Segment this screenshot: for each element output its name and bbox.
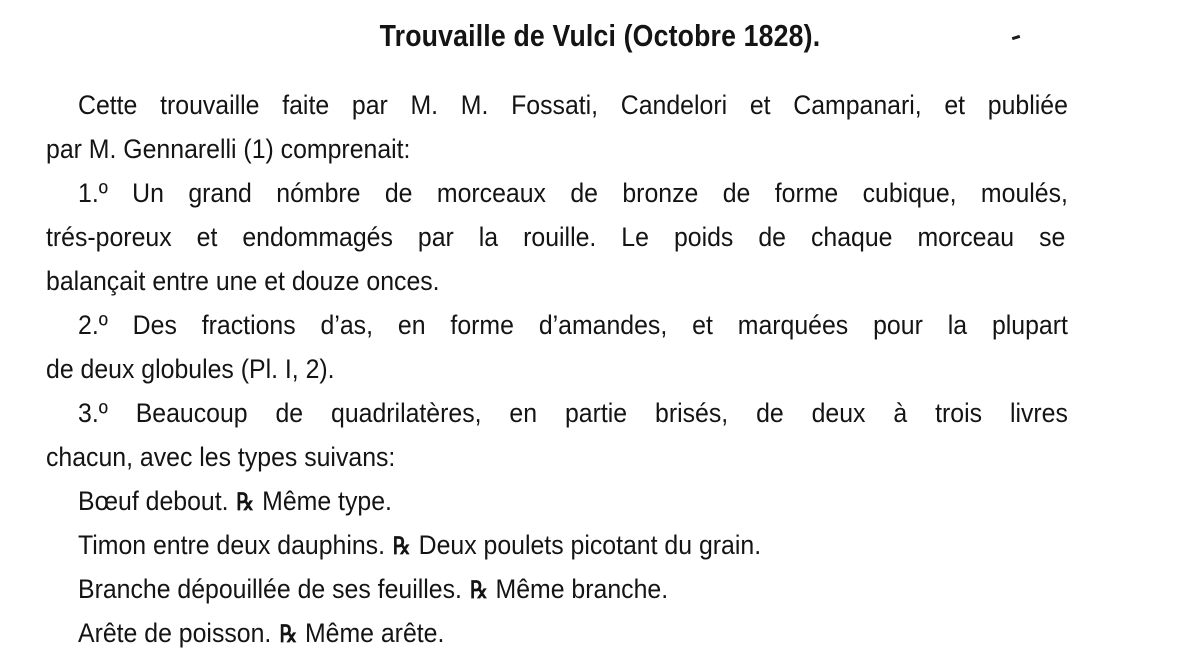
type-obverse: Bœuf debout. — [78, 486, 229, 516]
paragraph-line: chacun, avec les types suivans: — [46, 442, 396, 472]
type-line — [78, 532, 1068, 559]
paragraph-line: par M. Gennarelli (1) comprenait: — [46, 134, 411, 164]
type-reverse: Même type. — [262, 486, 392, 516]
paragraph-line: trés-poreux et endommagés par la rouille. Le poids de chaque morceau se — [46, 222, 1066, 252]
type-line — [78, 620, 1068, 647]
recipe-symbol: ℞ — [392, 531, 411, 560]
type-obverse: Branche dépouillée de ses feuilles. — [78, 574, 462, 604]
type-reverse: Même arête. — [304, 618, 445, 648]
type-reverse: Deux poulets picotant du grain. — [418, 530, 762, 560]
type-obverse: Arête de poisson. — [78, 618, 272, 648]
paragraph-line: Cette trouvaille faite par M. M. Fossati, Candelori et Campanari, et publiée — [78, 90, 1068, 120]
recipe-symbol: ℞ — [236, 487, 255, 516]
recipe-symbol: ℞ — [469, 575, 488, 604]
paragraph-line: 3.º Beaucoup de quadrilatères, en partie brisés, de deux à trois livres — [78, 398, 1068, 428]
page-title: Trouvaille de Vulci (Octobre 1828). — [379, 18, 821, 53]
recipe-symbol: ℞ — [279, 619, 298, 648]
type-line — [78, 576, 1068, 603]
paragraph-line: balançait entre une et douze onces. — [46, 266, 440, 296]
paragraph-line: de deux globules (Pl. I, 2). — [46, 354, 335, 384]
type-obverse: Timon entre deux dauphins. — [78, 530, 386, 560]
type-reverse: Même branche. — [495, 574, 669, 604]
type-line — [78, 488, 1068, 515]
paragraph-line: 1.º Un grand nómbre de morceaux de bronze de forme cubique, moulés, — [78, 178, 1068, 208]
paragraph-line: 2.º Des fractions d’as, en forme d’amandes, et marquées pour la plupart — [78, 310, 1068, 340]
